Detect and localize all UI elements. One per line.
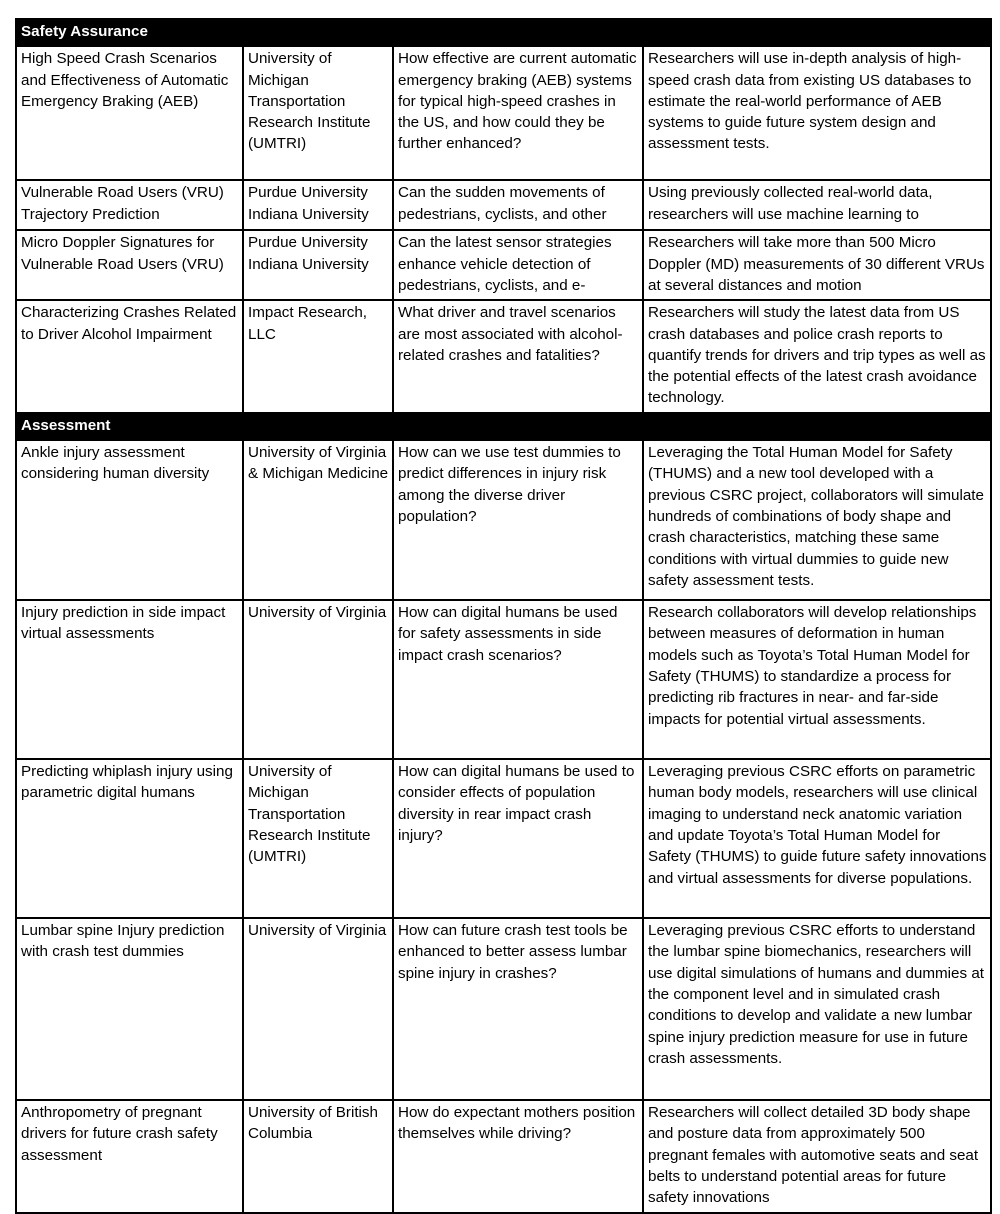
project-question: How can digital humans be used to consider effects of population diversity in rear impact crash injury? bbox=[393, 759, 643, 918]
section-header-row bbox=[16, 413, 991, 440]
project-description: Researchers will take more than 500 Micro Doppler (MD) measurements of 30 different VRUs at several distances and motion bbox=[648, 234, 985, 294]
project-institution: University of Virginia & Michigan Medicine bbox=[243, 440, 393, 600]
table-row bbox=[16, 759, 991, 918]
project-institution: University of Virginia bbox=[243, 918, 393, 1100]
section-title: Assessment bbox=[16, 413, 991, 440]
project-question: Can the latest sensor strategies enhance vehicle detection of pedestrians, cyclists, and e- bbox=[398, 234, 612, 294]
project-question: Can the sudden movements of pedestrians, cyclists, and other bbox=[398, 184, 607, 223]
project-title: Micro Doppler Signatures for Vulnerable Road Users (VRU) bbox=[21, 234, 224, 273]
project-institution: Purdue University Indiana University bbox=[248, 234, 369, 273]
table-row bbox=[16, 600, 991, 759]
project-title: Ankle injury assessment considering human diversity bbox=[16, 440, 243, 600]
table-row bbox=[16, 46, 991, 180]
project-question: How effective are current automatic emergency braking (AEB) systems for typical high-speed crashes in the US, and how could they be further enhanced? bbox=[393, 46, 643, 180]
table-row bbox=[16, 1100, 991, 1212]
project-description: Research collaborators will develop relationships between measures of deformation in human models such as Toyota’s Total Human Model for Safety (THUMS) to standardize a process for predicting rib fractures in near- and far-side impacts for potential virtual assessments. bbox=[643, 600, 991, 759]
project-institution: Impact Research, LLC bbox=[243, 300, 393, 412]
project-question: How can we use test dummies to predict differences in injury risk among the diverse driver population? bbox=[393, 440, 643, 600]
section-title: Safety Assurance bbox=[16, 19, 991, 46]
table-row bbox=[16, 440, 991, 600]
table-row bbox=[16, 230, 991, 300]
project-description: Using previously collected real-world data, researchers will use machine learning to bbox=[648, 184, 933, 223]
project-title: High Speed Crash Scenarios and Effectiveness of Automatic Emergency Braking (AEB) bbox=[16, 46, 243, 180]
project-description: Leveraging previous CSRC efforts to understand the lumbar spine biomechanics, researchers will use digital simulations of humans and dummies at the component level and in simulated crash conditions to develop and validate a new lumbar spine injury prediction measure for use in future crash assessments. bbox=[643, 918, 991, 1100]
project-question: How can future crash test tools be enhanced to better assess lumbar spine injury in crashes? bbox=[393, 918, 643, 1100]
project-title: Injury prediction in side impact virtual assessments bbox=[16, 600, 243, 759]
table-row bbox=[16, 300, 991, 412]
project-institution: Purdue University Indiana University bbox=[248, 184, 369, 223]
table-row bbox=[16, 918, 991, 1100]
project-institution: University of Michigan Transportation Research Institute (UMTRI) bbox=[243, 759, 393, 918]
project-title: Anthropometry of pregnant drivers for future crash safety assessment bbox=[16, 1100, 243, 1212]
project-description: Leveraging the Total Human Model for Safety (THUMS) and a new tool developed with a previous CSRC project, collaborators will simulate hundreds of combinations of body shape and crash characteristics, matching these same conditions with virtual dummies to guide new safety assessment tests. bbox=[643, 440, 991, 600]
section-header-row bbox=[16, 19, 991, 46]
project-title: Characterizing Crashes Related to Driver Alcohol Impairment bbox=[16, 300, 243, 412]
project-institution: University of Virginia bbox=[243, 600, 393, 759]
project-description: Researchers will use in-depth analysis of high-speed crash data from existing US databases to estimate the real-world performance of AEB systems to guide future system design and assessment tests. bbox=[643, 46, 991, 180]
project-question: How do expectant mothers position themselves while driving? bbox=[393, 1100, 643, 1212]
project-question: What driver and travel scenarios are most associated with alcohol-related crashes and fatalities? bbox=[393, 300, 643, 412]
project-title: Lumbar spine Injury prediction with crash test dummies bbox=[16, 918, 243, 1100]
table-row bbox=[16, 180, 991, 230]
project-title: Vulnerable Road Users (VRU) Trajectory Prediction bbox=[21, 184, 224, 223]
research-projects-table bbox=[15, 18, 992, 1214]
project-description: Leveraging previous CSRC efforts on parametric human body models, researchers will use clinical imaging to understand neck anatomic variation and update Toyota’s Total Human Model for Safety (THUMS) to guide future safety innovations and virtual assessments for diverse populations. bbox=[643, 759, 991, 918]
project-description: Researchers will study the latest data from US crash databases and police crash reports to quantify trends for drivers and trip types as well as the potential effects of the latest crash avoidance technology. bbox=[643, 300, 991, 412]
project-title: Predicting whiplash injury using parametric digital humans bbox=[16, 759, 243, 918]
project-question: How can digital humans be used for safety assessments in side impact crash scenarios? bbox=[393, 600, 643, 759]
project-institution: University of Michigan Transportation Research Institute (UMTRI) bbox=[243, 46, 393, 180]
project-institution: University of British Columbia bbox=[243, 1100, 393, 1212]
project-description: Researchers will collect detailed 3D body shape and posture data from approximately 500 pregnant females with automotive seats and seat belts to understand potential areas for future safety innovations bbox=[643, 1100, 991, 1212]
